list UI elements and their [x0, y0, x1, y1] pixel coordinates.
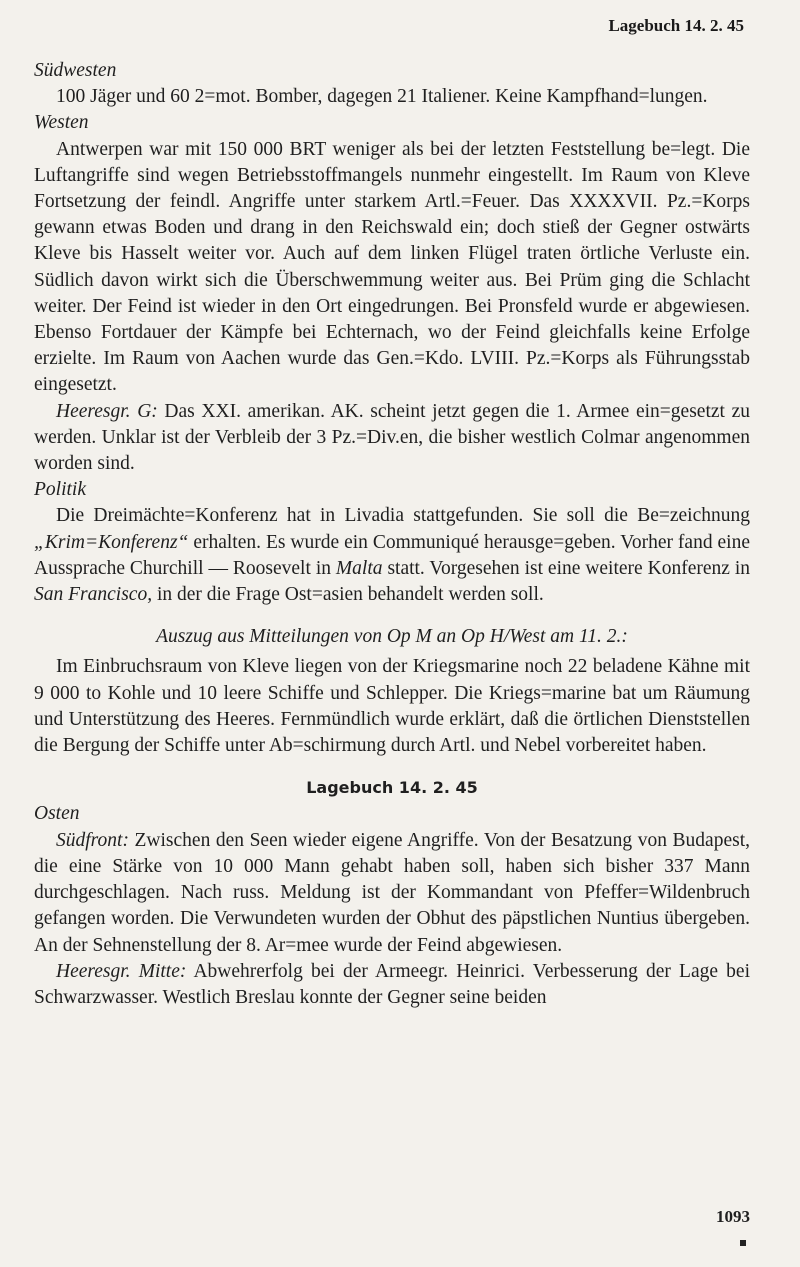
lagebuch-subheading: Lagebuch 14. 2. 45: [306, 778, 478, 798]
text-suedfront: Zwischen den Seen wieder eigene Angriffe. Von der Besatzung von Budapest, die eine Stärke von 10 000 Mann gehabt haben soll, haben sich bisher 337 Mann durchgeschlagen. Nach russ. Meldung ist der Kommandant von Pfeffer=Wildenbruch gefangen worden. Die Verwundeten wurden der Obhut des päpstlichen Nuntius übergeben. An der Sehnenstellung der 8. Ar=mee wurde der Feind abgewiesen.: [34, 829, 750, 956]
politik-text-1: Die Dreimächte=Konferenz hat in Livadia stattgefunden. Sie soll die Be=zeichnung: [56, 505, 750, 527]
section-heading-osten: Osten: [34, 803, 80, 825]
text-heeresgr-mitte: Abwehrerfolg bei der Armeegr. Heinrici. Verbesserung der Lage bei Schwarzwasser. Westlich Breslau konnte der Gegner seine beiden: [34, 960, 750, 1008]
section-heading-politik: Politik: [34, 479, 86, 501]
auszug-heading: Auszug aus Mitteilungen von Op M an Op H/West am 11. 2.:: [156, 626, 628, 648]
paragraph-auszug: Im Einbruchsraum von Kleve liegen von der Kriegsmarine noch 22 beladene Kähne mit 9 000 to Kohle und 10 leere Schiffe und Schlepper. Die Kriegs=marine bat um Räumung und Unterstützung des Heeres. Fernmündlich wurde erklärt, daß die örtlichen Dienststellen die Bergung der Schiffe unter Ab=schirmung durch Artl. und Nebel vorbereitet haben.: [34, 656, 750, 757]
section-heading-westen: Westen: [34, 112, 89, 134]
politik-text-4: in der die Frage Ost=asien behandelt werden soll.: [152, 584, 544, 606]
politik-text-3: statt. Vorgesehen ist eine weitere Konferenz in: [382, 557, 751, 579]
label-heeresgr-g: Heeresgr. G:: [56, 400, 158, 422]
section-heading-suedwesten: Südwesten: [34, 60, 117, 81]
paragraph-heeresgr-mitte: [34, 959, 750, 1011]
text-heeresgr-g: Das XXI. amerikan. AK. scheint jetzt gegen die 1. Armee ein=gesetzt zu werden. Unklar ist der Verbleib der 3 Pz.=Div.en, die bisher westlich Colmar angenommen worden sind.: [34, 400, 750, 475]
politik-san-francisco: San Francisco,: [34, 584, 153, 606]
paragraph-westen: Antwerpen war mit 150 000 BRT weniger als bei der letzten Feststellung be=legt. Die Luftangriffe sind wegen Betriebsstoffmangels nunmehr eingestellt. Im Raum von Kleve Fortsetzung der feindl. Angriffe unter starkem Artl.=Feuer. Das XXXXVII. Pz.=Korps gewann etwas Boden und drang in den Reichswald ein; doch stieß der Gegner ostwärts Kleve bis Hasselt weiter vor. Auch auf dem linken Flügel traten örtliche Verluste ein. Südlich davon wirkt sich die Überschwemmung weiter aus. Bei Prüm ging die Schlacht weiter. Der Feind ist wieder in den Ort eingedrungen. Bei Pronsfeld wurde er abgewiesen. Ebenso Fortdauer der Kämpfe bei Echternach, wo der Feind gleichfalls keine Erfolge erzielte. Im Raum von Aachen wurde das Gen.=Kdo. LVIII. Pz.=Korps als Führungsstab eingesetzt.: [34, 138, 750, 396]
paragraph-suedfront: [34, 828, 750, 959]
main-text: [34, 58, 750, 1011]
politik-krim: „Krim=Konferenz“: [34, 531, 189, 553]
label-suedfront: Südfront:: [56, 829, 129, 851]
print-mark: [740, 1240, 746, 1246]
running-head: Lagebuch 14. 2. 45: [608, 16, 744, 35]
paragraph-suedwesten: 100 Jäger und 60 2=mot. Bomber, dagegen 21 Italiener. Keine Kampfhand=lungen.: [56, 86, 708, 108]
paragraph-heeresgr-g: [34, 399, 750, 478]
page-number: 1093: [716, 1207, 750, 1226]
politik-text-2: erhalten. Es wurde ein Communiqué herausge=geben. Vorher fand eine Aussprache Churchill — Roosevelt in: [34, 531, 750, 579]
politik-malta: Malta: [335, 557, 383, 579]
label-heeresgr-mitte: Heeresgr. Mitte:: [56, 960, 187, 982]
paragraph-politik: [34, 503, 750, 608]
